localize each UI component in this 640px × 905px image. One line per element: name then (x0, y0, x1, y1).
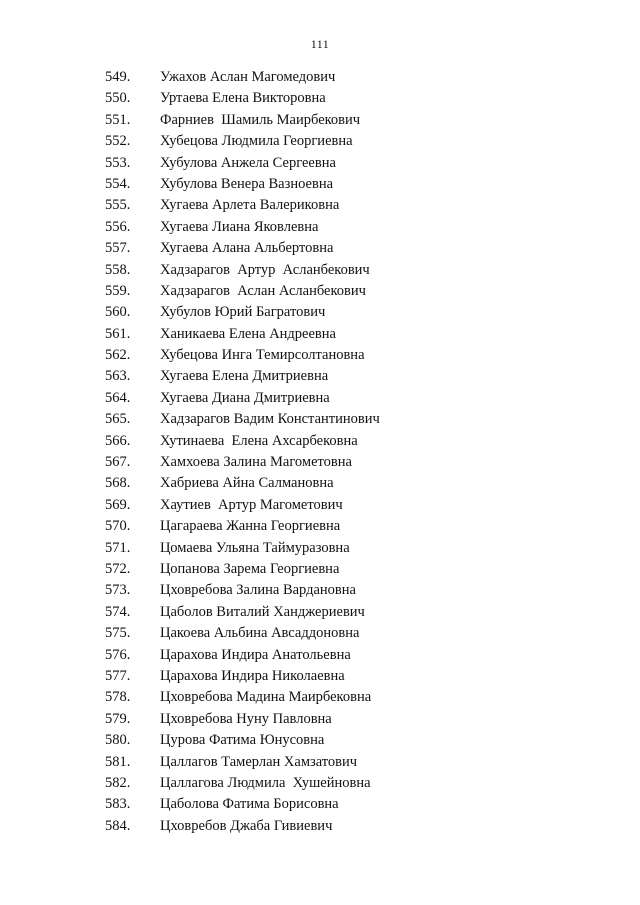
entry-name: Хубулова Венера Вазноевна (160, 175, 334, 192)
entry-name: Хугаева Лиана Яковлевна (160, 218, 319, 235)
list-item (0, 452, 640, 473)
entry-number: 554. (105, 175, 131, 192)
entry-name: Царахова Индира Николаевна (160, 667, 345, 684)
entry-number: 571. (105, 539, 131, 556)
list-item (0, 217, 640, 238)
entry-name: Цаболова Фатима Борисовна (160, 796, 339, 813)
entry-name: Уртаева Елена Викторовна (160, 90, 326, 107)
entry-number: 581. (105, 753, 131, 770)
entry-name: Хамхоева Залина Магометовна (160, 454, 352, 471)
entry-name: Хадзарагов Вадим Константинович (160, 411, 380, 428)
entry-number: 578. (105, 689, 131, 706)
entry-number: 584. (105, 817, 131, 834)
entry-name: Хугаева Елена Дмитриевна (160, 368, 329, 385)
list-item (0, 666, 640, 687)
entry-number: 569. (105, 496, 131, 513)
entry-name: Цховребова Нуну Павловна (160, 710, 332, 727)
entry-number: 564. (105, 389, 131, 406)
entry-name: Цаболов Виталий Ханджериевич (160, 603, 365, 620)
list-item (0, 281, 640, 302)
list-item (0, 538, 640, 559)
list-item (0, 67, 640, 88)
entry-name: Цховребова Залина Вардановна (160, 582, 356, 599)
list-item (0, 174, 640, 195)
entry-name: Цаллагов Тамерлан Хамзатович (160, 753, 358, 770)
entry-name: Цагараева Жанна Георгиевна (160, 518, 341, 535)
list-item (0, 602, 640, 623)
list-item (0, 473, 640, 494)
entry-number: 565. (105, 411, 131, 428)
list-item (0, 431, 640, 452)
list-item (0, 645, 640, 666)
entry-name: Хубецова Людмила Георгиевна (160, 133, 353, 150)
entry-number: 583. (105, 796, 131, 813)
entry-number: 556. (105, 218, 131, 235)
list-item (0, 709, 640, 730)
list-item (0, 110, 640, 131)
entry-number: 552. (105, 133, 131, 150)
entry-number: 573. (105, 582, 131, 599)
entry-name: Хубецова Инга Темирсолтановна (160, 347, 365, 364)
entry-name: Цакоева Альбина Авсаддоновна (160, 625, 360, 642)
entry-number: 582. (105, 774, 131, 791)
entry-name: Хубулова Анжела Сергеевна (160, 154, 336, 171)
entry-name: Хутинаева Елена Ахсарбековна (160, 432, 358, 449)
list-item (0, 345, 640, 366)
list-item (0, 623, 640, 644)
entry-name: Цурова Фатима Юнусовна (160, 732, 325, 749)
entry-name: Хубулов Юрий Багратович (160, 304, 326, 321)
entry-name: Ужахов Аслан Магомедович (160, 69, 336, 85)
entry-number: 551. (105, 111, 131, 128)
list-item (0, 559, 640, 580)
entry-number: 558. (105, 261, 131, 278)
entry-name: Фарниев Шамиль Маирбекович (160, 111, 361, 128)
list-item (0, 238, 640, 259)
page-number: 111 (310, 37, 330, 51)
entry-number: 567. (105, 454, 131, 471)
list-item (0, 195, 640, 216)
list-item (0, 752, 640, 773)
entry-name: Ханикаева Елена Андреевна (160, 325, 336, 342)
entry-number: 576. (105, 646, 131, 663)
entry-number: 559. (105, 282, 131, 299)
entry-number: 560. (105, 304, 131, 321)
list-item (0, 88, 640, 109)
entry-number: 577. (105, 667, 131, 684)
entry-number: 570. (105, 518, 131, 535)
list-item (0, 687, 640, 708)
entry-name: Хаутиев Артур Магометович (160, 496, 343, 513)
entry-name: Царахова Индира Анатольевна (160, 646, 351, 663)
list-item (0, 816, 640, 837)
entry-name: Цопанова Зарема Георгиевна (160, 560, 340, 577)
entry-number: 557. (105, 240, 131, 257)
list-item (0, 773, 640, 794)
list-item (0, 153, 640, 174)
entry-number: 562. (105, 347, 131, 364)
entry-name: Цомаева Ульяна Таймуразовна (160, 539, 350, 556)
entry-number: 553. (105, 154, 131, 171)
entry-name: Хабриева Айна Салмановна (160, 475, 334, 492)
entry-number: 561. (105, 325, 131, 342)
entry-number: 549. (105, 69, 131, 85)
entry-number: 579. (105, 710, 131, 727)
entry-name: Хугаева Алана Альбертовна (160, 240, 334, 257)
name-list (0, 67, 640, 837)
entry-number: 566. (105, 432, 131, 449)
entry-name: Цховребов Джаба Гивиевич (160, 817, 333, 834)
entry-name: Цховребова Мадина Маирбековна (160, 689, 372, 706)
list-item (0, 409, 640, 430)
list-item (0, 260, 640, 281)
list-item (0, 730, 640, 751)
list-item (0, 495, 640, 516)
entry-number: 568. (105, 475, 131, 492)
entry-number: 572. (105, 560, 131, 577)
entry-number: 550. (105, 90, 131, 107)
entry-number: 580. (105, 732, 131, 749)
list-item (0, 388, 640, 409)
entry-number: 574. (105, 603, 131, 620)
entry-number: 563. (105, 368, 131, 385)
list-item (0, 516, 640, 537)
entry-number: 575. (105, 625, 131, 642)
list-item (0, 366, 640, 387)
list-item (0, 580, 640, 601)
entry-name: Хадзарагов Аслан Асланбекович (160, 282, 366, 299)
entry-number: 555. (105, 197, 131, 214)
list-item (0, 131, 640, 152)
list-item (0, 324, 640, 345)
list-item (0, 794, 640, 815)
list-item (0, 302, 640, 323)
entry-name: Хугаева Диана Дмитриевна (160, 389, 330, 406)
entry-name: Хугаева Арлета Валериковна (160, 197, 340, 214)
entry-name: Хадзарагов Артур Асланбекович (160, 261, 370, 278)
entry-name: Цаллагова Людмила Хушейновна (160, 774, 371, 791)
